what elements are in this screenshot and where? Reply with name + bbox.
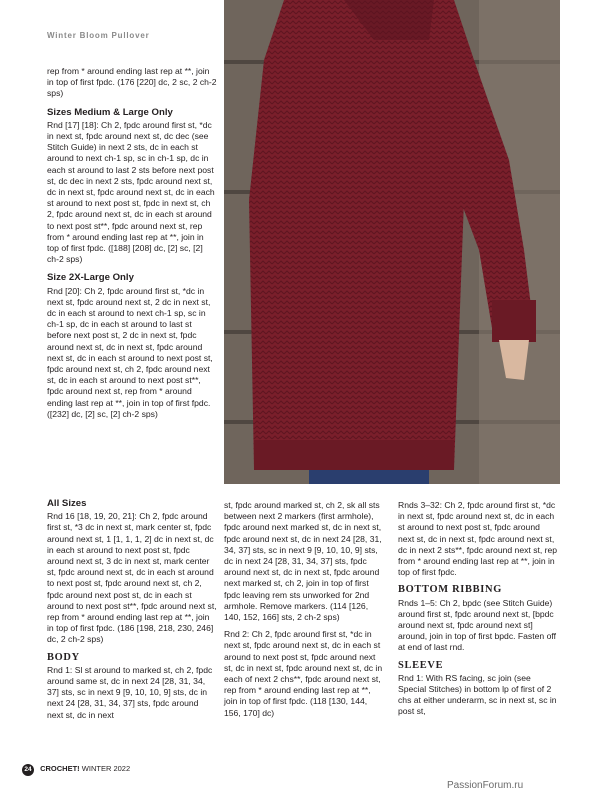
body-rnd1-cont: st, fpdc around marked st, ch 2, sk all sts between next 2 markers (first armhole), fpdc around next marked st, dc in next st, fpdc around next st, dc in next 24 [28, 31, 34, 37] sts, sc in next 9 [9, 10, 10, 9] sts, dc in next 24 [28, 31, 34, 37] sts, fpdc around next st, dc in next st, fpdc around next marked st, ch 2, join in top of first fpdc leaving rem sts unworked for 2nd armhole. Remove markers. (114 [126, 140, 152, 166] sts, 2 ch-2 sps) bbox=[224, 500, 382, 623]
right-column bbox=[398, 500, 558, 718]
left-column-top bbox=[47, 66, 217, 420]
body-rnds3-32: Rnds 3–32: Ch 2, fpdc around first st, *dc in next st, fpdc around next st, dc in each st around to next post st, fpdc around next st, dc in next st, fpdc around next st, dc in next 2 sts**, fpdc around next st, rep from * around ending last rep at **, join in top of first fpdc. bbox=[398, 500, 558, 578]
watermark: PassionForum.ru bbox=[447, 780, 524, 791]
left-column-bottom bbox=[47, 491, 217, 721]
all-sizes-heading: All Sizes bbox=[47, 498, 87, 509]
ribbing-rnds: Rnds 1–5: Ch 2, bpdc (see Stitch Guide) around first st, fpdc around next st, [bpdc around next st, fpdc around next st] around, join in top of first bpdc. Fasten off at end of last rnd. bbox=[398, 597, 556, 653]
issue-label: WINTER 2022 bbox=[81, 764, 131, 773]
all-sizes-rnd: Rnd 16 [18, 19, 20, 21]: Ch 2, fpdc around first st, *3 dc in next st, mark center st, fpdc around next st, 1 [1, 1, 1, 2] dc in next st, dc in each st around to next post st, fpdc around next st, 3 dc in next st, mark center st, fpdc around next st, dc in each st around to next post st, fpdc around next st, ch 2, fpdc around next post st, dc in each st around to next post st**, fpdc around next st, rep from * around ending last rep at **, join in top of first fpdc. (186 [198, 218, 230, 246] dc, 2 ch-2 sps) bbox=[47, 511, 217, 645]
ribbing-heading: BOTTOM RIBBING bbox=[398, 584, 503, 596]
sweater-photo bbox=[224, 0, 560, 484]
magazine-name: CROCHET! bbox=[40, 764, 80, 773]
intro-paragraph: rep from * around ending last rep at **, join in top of first fpdc. (176 [220] dc, 2 sc, 2 ch-2 sps) bbox=[47, 66, 217, 99]
xl2-rnd: Rnd [20]: Ch 2, fpdc around first st, *dc in next st, fpdc around next st, 2 dc in next st, dc in each st around to next ch-1 sp, sc in ch-1 sp, dc in each st around to last st before next post st, 2 dc in next st, fpdc around next st, dc in next st, fpdc around next st, dc in each st around to next post st, fpdc around next st, ch 2, fpdc around next st, dc in each st around to next post st**, fpdc around next st, rep from * around ending last rep at **, join in top of first fpdc. ([232] dc, [2] sc, [2] ch-2 sps) bbox=[47, 285, 213, 419]
body-rnd1-start: Rnd 1: Sl st around to marked st, ch 2, fpdc around same st, dc in next 24 [28, 31, 34, 37] sts, sc in next 9 [9, 10, 10, 9] sts, dc in next 24 [28, 31, 34, 37] sts, fpdc around next st, dc in next bbox=[47, 664, 213, 720]
body-rnd2: Rnd 2: Ch 2, fpdc around first st, *dc in next st, fpdc around next st, dc in each st around to next post st, fpdc around next st, dc in next st, fpdc around next st, dc in each of next 2 chs**, fpdc around next st, rep from * around ending last rep at **, join in top of first fpdc. (118 [130, 144, 156, 170] dc) bbox=[224, 629, 383, 718]
middle-column bbox=[224, 500, 384, 719]
med-large-heading: Sizes Medium & Large Only bbox=[47, 106, 173, 118]
xl2-heading: Size 2X-Large Only bbox=[47, 272, 134, 284]
body-heading: BODY bbox=[47, 651, 80, 663]
sleeve-heading: SLEEVE bbox=[398, 659, 444, 671]
running-header: Winter Bloom Pullover bbox=[47, 31, 150, 40]
sleeve-rnd1: Rnd 1: With RS facing, sc join (see Special Stitches) in bottom lp of first of 2 chs at either underarm, sc in next st, sc in post st, bbox=[398, 672, 557, 717]
page-footer bbox=[22, 764, 130, 776]
med-large-rnd: Rnd [17] [18]: Ch 2, fpdc around first st, *dc in next st, fpdc around next st, dc dec (see Stitch Guide) in next 2 sts, dc in each st around to next ch-1 sp, sc in ch-1 sp, dc in each st around to last 2 sts before next post st, dc dec in next 2 sts, fpdc around next st, dc in next st, fpdc around next st, dc in each st around to next post st, fpdc in next st, ch 2, fpdc around next st, dc in each st around to next post st**, fpdc around next st, rep from * around ending last rep at **, join in top of first fpdc. ([188] [208] dc, [2] sc, [2] ch-2 sps) bbox=[47, 119, 215, 265]
page-number: 24 bbox=[22, 764, 34, 776]
